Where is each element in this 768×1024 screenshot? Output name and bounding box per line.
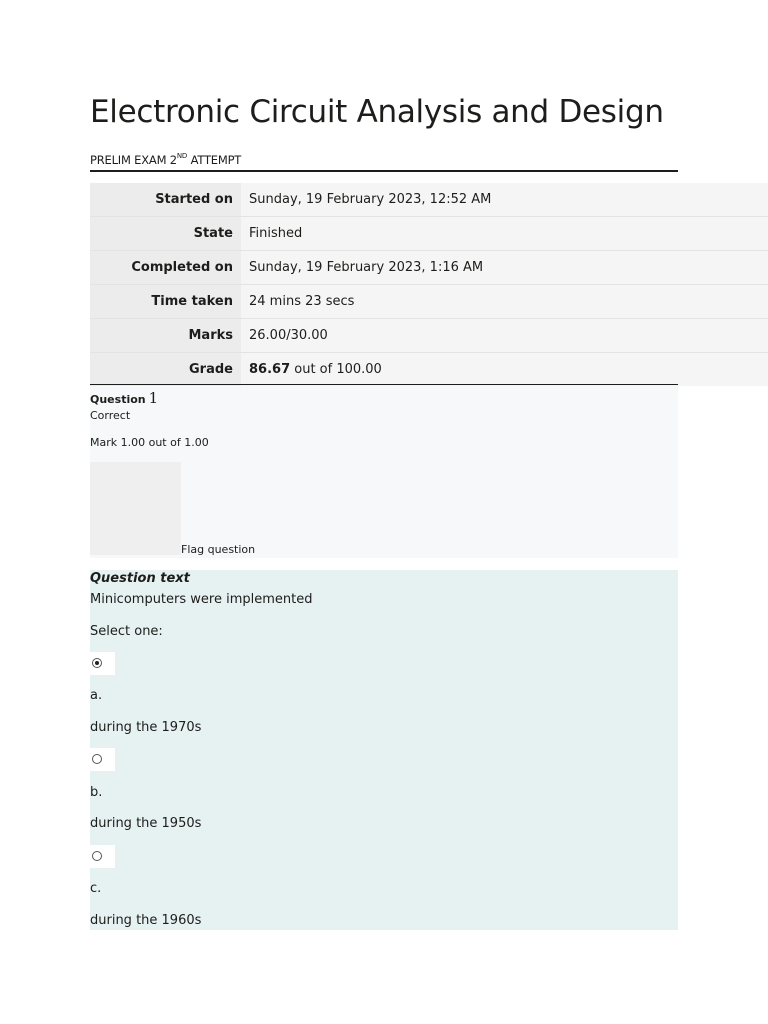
question-content-panel	[90, 570, 678, 930]
radio-unselected-icon[interactable]	[92, 754, 102, 764]
summary-row	[90, 183, 768, 217]
flag-icon[interactable]	[90, 462, 181, 555]
attempt-subtitle	[90, 153, 241, 167]
option-a-text[interactable]: during the 1970s	[90, 720, 202, 735]
option-a-radio[interactable]	[90, 652, 115, 675]
option-b-radio[interactable]	[90, 748, 115, 771]
subtitle-prefix: PRELIM EXAM 2	[90, 153, 177, 167]
summary-row	[90, 285, 768, 319]
question-text-heading: Question text	[90, 571, 190, 586]
option-c-radio[interactable]	[90, 845, 115, 868]
question-mark: Mark 1.00 out of 1.00	[90, 436, 209, 449]
summary-label: Completed on	[90, 251, 241, 285]
grade-value	[241, 353, 768, 387]
summary-label: State	[90, 217, 241, 251]
select-one-prompt: Select one:	[90, 624, 163, 639]
summary-row-grade	[90, 353, 768, 387]
subtitle-suffix: ATTEMPT	[187, 153, 242, 167]
grade-score: 86.67	[249, 362, 291, 377]
flag-question-link[interactable]: Flag question	[181, 543, 256, 556]
option-b-letter: b.	[90, 785, 103, 800]
summary-value: Sunday, 19 February 2023, 12:52 AM	[241, 183, 768, 217]
summary-row	[90, 319, 768, 353]
attempt-summary-table	[90, 183, 768, 386]
subtitle-superscript: ND	[176, 152, 188, 160]
summary-row	[90, 217, 768, 251]
summary-label: Started on	[90, 183, 241, 217]
grade-label: Grade	[90, 353, 241, 387]
summary-value: 26.00/30.00	[241, 319, 768, 353]
summary-row	[90, 251, 768, 285]
radio-selected-icon[interactable]	[92, 658, 102, 668]
radio-unselected-icon[interactable]	[92, 851, 102, 861]
option-c-letter: c.	[90, 881, 102, 896]
summary-value: 24 mins 23 secs	[241, 285, 768, 319]
page-title: Electronic Circuit Analysis and Design	[90, 94, 664, 130]
question-number	[90, 389, 158, 407]
summary-divider	[90, 384, 678, 385]
question-text: Minicomputers were implemented	[90, 592, 313, 607]
question-info-panel	[90, 386, 678, 558]
question-state: Correct	[90, 409, 131, 422]
option-c-text[interactable]: during the 1960s	[90, 913, 202, 928]
summary-label: Time taken	[90, 285, 241, 319]
summary-value: Finished	[241, 217, 768, 251]
summary-label: Marks	[90, 319, 241, 353]
header-divider	[90, 170, 678, 172]
option-a-letter: a.	[90, 688, 103, 703]
option-b-text[interactable]: during the 1950s	[90, 816, 202, 831]
summary-value: Sunday, 19 February 2023, 1:16 AM	[241, 251, 768, 285]
grade-out-of: out of 100.00	[290, 362, 382, 377]
question-label: Question	[90, 393, 146, 406]
question-number-value: 1	[148, 389, 159, 407]
